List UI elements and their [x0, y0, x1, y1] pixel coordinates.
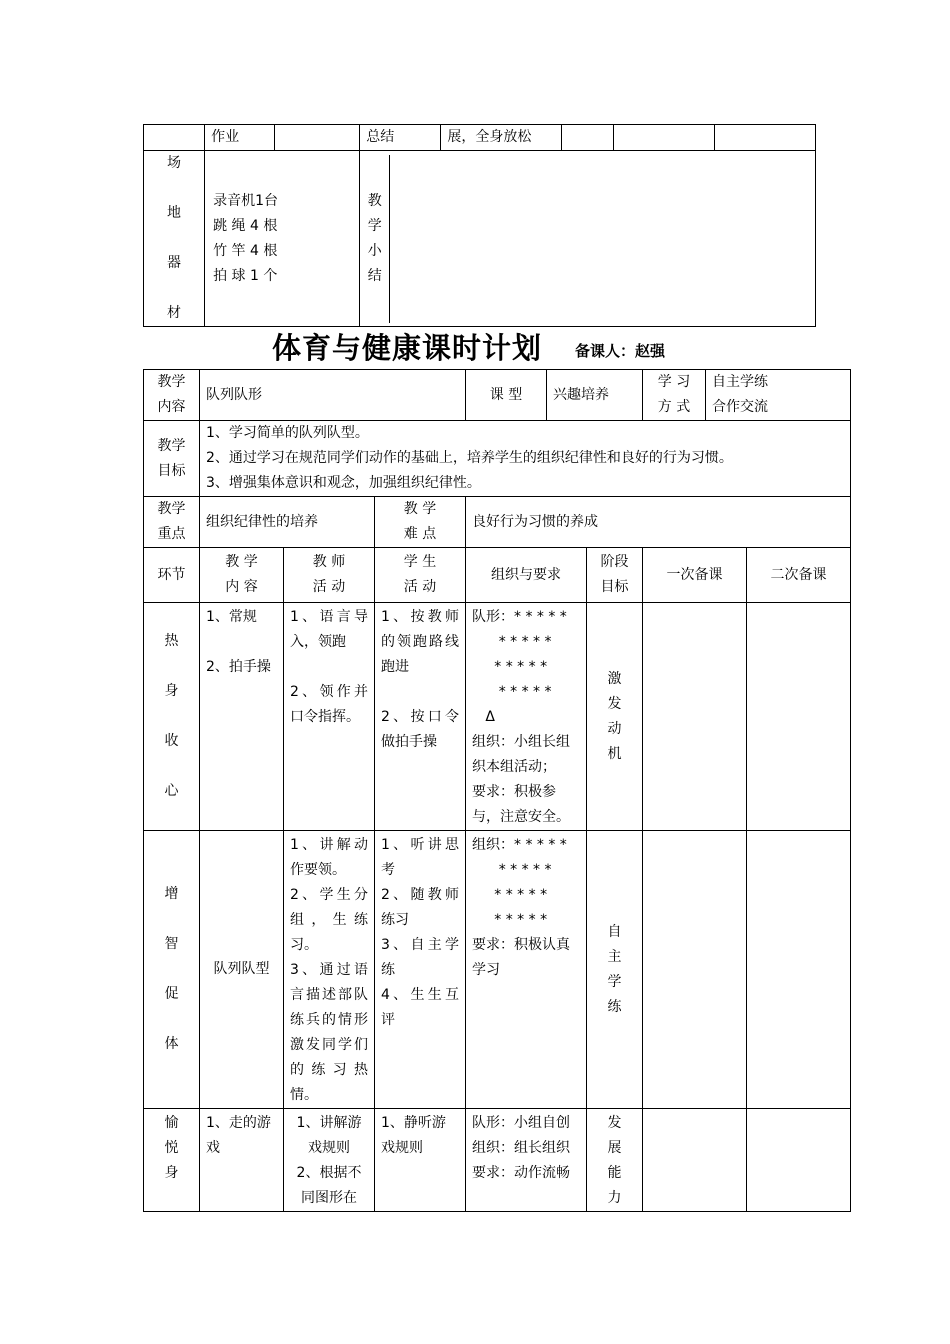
goal-cell: 发 展 能 力 [587, 1109, 643, 1212]
stage-cell: 增 智 促 体 [144, 831, 200, 1109]
summary-label: 总结 [360, 125, 441, 151]
organization-cell: 队形：* * * * * * * * * * * * * * * * * * * * Δ 组织：小组长组织本组活动； 要求：积极参与，注意安全。 [466, 603, 587, 831]
col-header-content: 教 学 内 容 [200, 548, 284, 603]
table-row [144, 831, 851, 1109]
table-row [144, 497, 851, 548]
teacher-cell: 1、讲解动作要领。 2、学生分组，生练习。 3、通过语言描述部队练兵的情形激发同学们的练习热情。 [284, 831, 375, 1109]
type-method-block [466, 370, 643, 421]
col-header-organization: 组织与要求 [466, 548, 587, 603]
goal-cell: 激 发 动 机 [587, 603, 643, 831]
method-value: 自主学练 合作交流 [712, 374, 768, 415]
col-header-first-prep: 一次备课 [643, 548, 747, 603]
content-label: 教学 内容 [144, 370, 200, 421]
col-header-second-prep: 二次备课 [747, 548, 851, 603]
homework-label: 作业 [205, 125, 275, 151]
goal-item: 2、通过学习在规范同学们动作的基础上，培养学生的组织纪律性和良好的行为习惯。 [206, 450, 733, 466]
organization-cell: 队形：小组自创 组织：组长组织 要求：动作流畅 [466, 1109, 587, 1212]
method-label: 学 习 方 式 [643, 370, 706, 420]
student-cell: 1、听讲思考 2、随教师练习 3、自主学练 4、生生互评 [375, 831, 466, 1109]
cell [714, 125, 815, 151]
teaching-summary-label: 教 学 小 结 [360, 155, 390, 323]
goal-cell: 自 主 学 练 [587, 831, 643, 1109]
venue-equipment-label: 场 地 器 材 [144, 151, 205, 327]
content-cell: 队列队型 [200, 831, 284, 1109]
table-row [144, 1109, 851, 1212]
lesson-plan-table [143, 369, 851, 1212]
goal-item: 1、学习简单的队列队型。 [206, 425, 369, 441]
summary-block [360, 151, 816, 327]
col-header-stage: 环节 [144, 548, 200, 603]
first-prep-cell [643, 603, 747, 831]
difficulty-value: 良好行为习惯的养成 [466, 497, 851, 548]
cell [613, 125, 714, 151]
second-prep-cell [747, 603, 851, 831]
page-title: 体育与健康课时计划 [272, 331, 543, 365]
second-prep-cell [747, 1109, 851, 1212]
teaching-summary-value [390, 155, 815, 323]
cell [144, 125, 205, 151]
table-row [144, 421, 851, 497]
col-header-student: 学 生 活 动 [375, 548, 466, 603]
first-prep-cell [643, 831, 747, 1109]
table-row [144, 125, 816, 151]
organization-cell: 组织：* * * * * * * * * * * * * * * * * * * * 要求：积极认真学习 [466, 831, 587, 1109]
goal-label: 教学 目标 [144, 421, 200, 497]
first-prep-cell [643, 1109, 747, 1212]
content-cell: 1、常规 2、拍手操 [200, 603, 284, 831]
col-header-teacher: 教 师 活 动 [284, 548, 375, 603]
table-row [144, 370, 851, 421]
key-label: 教学 重点 [144, 497, 200, 548]
relax-text: 展，全身放松 [441, 125, 561, 151]
table-header-row [144, 548, 851, 603]
type-label: 课 型 [466, 370, 547, 420]
table-row [144, 603, 851, 831]
teacher-cell: 1、语言导入，领跑 2、领作并口令指挥。 [284, 603, 375, 831]
student-cell: 1、按教师的领跑路线跑进 2、按口令做拍手操 [375, 603, 466, 831]
cell [561, 125, 613, 151]
type-value: 兴趣培养 [553, 386, 609, 403]
preparer-label: 备课人：赵强 [575, 342, 666, 360]
col-header-goal: 阶段 目标 [587, 548, 643, 603]
stage-cell: 热 身 收 心 [144, 603, 200, 831]
cell [275, 125, 360, 151]
content-cell: 1、走的游戏 [200, 1109, 284, 1212]
stage-cell: 愉 悦 身 [144, 1109, 200, 1212]
teacher-cell: 1、讲解游戏规则 2、根据不同图形在 [284, 1109, 375, 1212]
goal-list [200, 421, 851, 497]
table-row [144, 151, 816, 327]
previous-plan-table [143, 124, 816, 327]
goal-item: 3、增强集体意识和观念，加强组织纪律性。 [206, 475, 481, 491]
second-prep-cell [747, 831, 851, 1109]
method-block [643, 370, 851, 421]
student-cell: 1、静听游戏规则 [375, 1109, 466, 1212]
key-value: 组织纪律性的培养 [200, 497, 375, 548]
content-value: 队列队形 [200, 370, 466, 421]
difficulty-label: 教 学 难 点 [375, 497, 466, 548]
equipment-list: 录音机1台 跳 绳 4 根 竹 竿 4 根 拍 球 1 个 [205, 151, 360, 327]
